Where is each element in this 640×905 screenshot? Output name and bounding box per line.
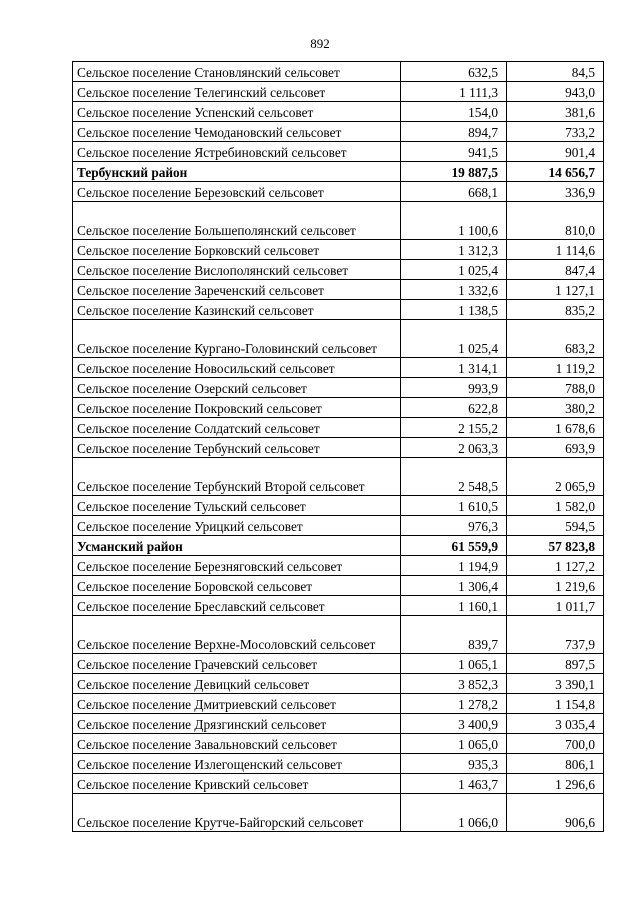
value-column-2: 1 127,2 — [507, 556, 604, 576]
settlement-name: Сельское поселение Солдатский сельсовет — [73, 418, 401, 438]
value-column-2: 84,5 — [507, 62, 604, 82]
value-column-2: 693,9 — [507, 438, 604, 458]
value-column-1: 1 312,3 — [401, 240, 507, 260]
table-row — [73, 182, 604, 202]
table-row — [73, 438, 604, 458]
settlement-name: Сельское поселение Завальновский сельсовет — [73, 734, 401, 754]
district-name: Тербунский район — [73, 162, 401, 182]
table-row — [73, 102, 604, 122]
table-row — [73, 714, 604, 734]
table-row — [73, 320, 604, 358]
settlement-name: Сельское поселение Березовский сельсовет — [73, 182, 401, 202]
value-column-1: 1 100,6 — [401, 202, 507, 240]
table-row — [73, 82, 604, 102]
table-row — [73, 774, 604, 794]
value-column-1: 935,3 — [401, 754, 507, 774]
value-column-1: 1 111,3 — [401, 82, 507, 102]
page-number: 892 — [310, 36, 330, 51]
value-column-1: 1 066,0 — [401, 794, 507, 832]
table-row — [73, 358, 604, 378]
settlement-name: Сельское поселение Дмитриевский сельсовет — [73, 694, 401, 714]
settlement-name: Сельское поселение Тербунский сельсовет — [73, 438, 401, 458]
value-column-1: 19 887,5 — [401, 162, 507, 182]
value-column-1: 1 025,4 — [401, 260, 507, 280]
value-column-1: 3 852,3 — [401, 674, 507, 694]
settlement-name: Сельское поселение Грачевский сельсовет — [73, 654, 401, 674]
value-column-1: 976,3 — [401, 516, 507, 536]
value-column-1: 3 400,9 — [401, 714, 507, 734]
district-row — [73, 536, 604, 556]
value-column-1: 154,0 — [401, 102, 507, 122]
value-column-1: 1 306,4 — [401, 576, 507, 596]
value-column-2: 906,6 — [507, 794, 604, 832]
value-column-2: 381,6 — [507, 102, 604, 122]
settlement-name: Сельское поселение Дрязгинский сельсовет — [73, 714, 401, 734]
value-column-1: 1 138,5 — [401, 300, 507, 320]
value-column-2: 897,5 — [507, 654, 604, 674]
table-row — [73, 754, 604, 774]
value-column-2: 1 582,0 — [507, 496, 604, 516]
value-column-1: 622,8 — [401, 398, 507, 418]
value-column-2: 2 065,9 — [507, 458, 604, 496]
value-column-1: 1 065,0 — [401, 734, 507, 754]
table-row — [73, 734, 604, 754]
settlement-name: Сельское поселение Покровский сельсовет — [73, 398, 401, 418]
table-row — [73, 458, 604, 496]
settlement-name: Сельское поселение Становлянский сельсовет — [73, 62, 401, 82]
settlement-name: Сельское поселение Кривский сельсовет — [73, 774, 401, 794]
value-column-1: 2 155,2 — [401, 418, 507, 438]
settlement-name: Сельское поселение Тульский сельсовет — [73, 496, 401, 516]
table-row — [73, 280, 604, 300]
value-column-1: 2 548,5 — [401, 458, 507, 496]
value-column-1: 941,5 — [401, 142, 507, 162]
table-row — [73, 398, 604, 418]
value-column-2: 847,4 — [507, 260, 604, 280]
table-row — [73, 694, 604, 714]
value-column-2: 806,1 — [507, 754, 604, 774]
value-column-2: 57 823,8 — [507, 536, 604, 556]
value-column-1: 1 278,2 — [401, 694, 507, 714]
value-column-2: 1 296,6 — [507, 774, 604, 794]
value-column-2: 1 114,6 — [507, 240, 604, 260]
value-column-2: 1 119,2 — [507, 358, 604, 378]
value-column-2: 788,0 — [507, 378, 604, 398]
value-column-2: 683,2 — [507, 320, 604, 358]
value-column-1: 839,7 — [401, 616, 507, 654]
value-column-2: 380,2 — [507, 398, 604, 418]
settlement-name: Сельское поселение Боровской сельсовет — [73, 576, 401, 596]
settlement-name: Сельское поселение Чемодановский сельсовет — [73, 122, 401, 142]
settlement-name: Сельское поселение Озерский сельсовет — [73, 378, 401, 398]
settlement-name: Сельское поселение Новосильский сельсовет — [73, 358, 401, 378]
value-column-2: 1 127,1 — [507, 280, 604, 300]
value-column-2: 1 219,6 — [507, 576, 604, 596]
table-row — [73, 516, 604, 536]
value-column-1: 61 559,9 — [401, 536, 507, 556]
settlement-name: Сельское поселение Казинский сельсовет — [73, 300, 401, 320]
value-column-2: 810,0 — [507, 202, 604, 240]
table-row — [73, 556, 604, 576]
settlement-name: Сельское поселение Кургано-Головинский сельсовет — [73, 320, 401, 358]
table-row — [73, 142, 604, 162]
settlement-name: Сельское поселение Бреславский сельсовет — [73, 596, 401, 616]
value-column-1: 894,7 — [401, 122, 507, 142]
settlement-name: Сельское поселение Девицкий сельсовет — [73, 674, 401, 694]
value-column-1: 668,1 — [401, 182, 507, 202]
settlement-name: Сельское поселение Борковский сельсовет — [73, 240, 401, 260]
value-column-1: 1 314,1 — [401, 358, 507, 378]
settlement-name: Сельское поселение Успенский сельсовет — [73, 102, 401, 122]
table-row — [73, 576, 604, 596]
value-column-2: 594,5 — [507, 516, 604, 536]
district-name: Усманский район — [73, 536, 401, 556]
table-row — [73, 300, 604, 320]
value-column-1: 1 160,1 — [401, 596, 507, 616]
table-row — [73, 260, 604, 280]
district-row — [73, 162, 604, 182]
value-column-2: 1 678,6 — [507, 418, 604, 438]
value-column-2: 700,0 — [507, 734, 604, 754]
settlement-name: Сельское поселение Верхне-Мосоловский сельсовет — [73, 616, 401, 654]
value-column-2: 835,2 — [507, 300, 604, 320]
table-row — [73, 240, 604, 260]
settlement-name: Сельское поселение Крутче-Байгорский сельсовет — [73, 794, 401, 832]
table-row — [73, 378, 604, 398]
table-row — [73, 202, 604, 240]
table-row — [73, 596, 604, 616]
value-column-1: 1 065,1 — [401, 654, 507, 674]
value-column-1: 1 463,7 — [401, 774, 507, 794]
value-column-2: 901,4 — [507, 142, 604, 162]
value-column-1: 1 610,5 — [401, 496, 507, 516]
settlement-name: Сельское поселение Ястребиновский сельсовет — [73, 142, 401, 162]
settlement-name: Сельское поселение Вислополянский сельсовет — [73, 260, 401, 280]
value-column-1: 632,5 — [401, 62, 507, 82]
value-column-2: 737,9 — [507, 616, 604, 654]
budget-table — [72, 61, 604, 832]
value-column-2: 1 154,8 — [507, 694, 604, 714]
settlement-name: Сельское поселение Урицкий сельсовет — [73, 516, 401, 536]
value-column-2: 3 390,1 — [507, 674, 604, 694]
value-column-1: 1 025,4 — [401, 320, 507, 358]
settlement-name: Сельское поселение Тербунский Второй сельсовет — [73, 458, 401, 496]
value-column-2: 3 035,4 — [507, 714, 604, 734]
table-row — [73, 122, 604, 142]
table-row — [73, 616, 604, 654]
table-row — [73, 418, 604, 438]
value-column-1: 1 332,6 — [401, 280, 507, 300]
value-column-1: 1 194,9 — [401, 556, 507, 576]
value-column-2: 733,2 — [507, 122, 604, 142]
table-row — [73, 674, 604, 694]
table-row — [73, 794, 604, 832]
table-body — [73, 62, 604, 832]
table-row — [73, 496, 604, 516]
value-column-2: 336,9 — [507, 182, 604, 202]
value-column-1: 993,9 — [401, 378, 507, 398]
settlement-name: Сельское поселение Телегинский сельсовет — [73, 82, 401, 102]
value-column-2: 1 011,7 — [507, 596, 604, 616]
settlement-name: Сельское поселение Большеполянский сельсовет — [73, 202, 401, 240]
value-column-2: 14 656,7 — [507, 162, 604, 182]
table-row — [73, 62, 604, 82]
settlement-name: Сельское поселение Зареченский сельсовет — [73, 280, 401, 300]
table-row — [73, 654, 604, 674]
settlement-name: Сельское поселение Излегощенский сельсовет — [73, 754, 401, 774]
settlement-name: Сельское поселение Березняговский сельсовет — [73, 556, 401, 576]
value-column-2: 943,0 — [507, 82, 604, 102]
value-column-1: 2 063,3 — [401, 438, 507, 458]
